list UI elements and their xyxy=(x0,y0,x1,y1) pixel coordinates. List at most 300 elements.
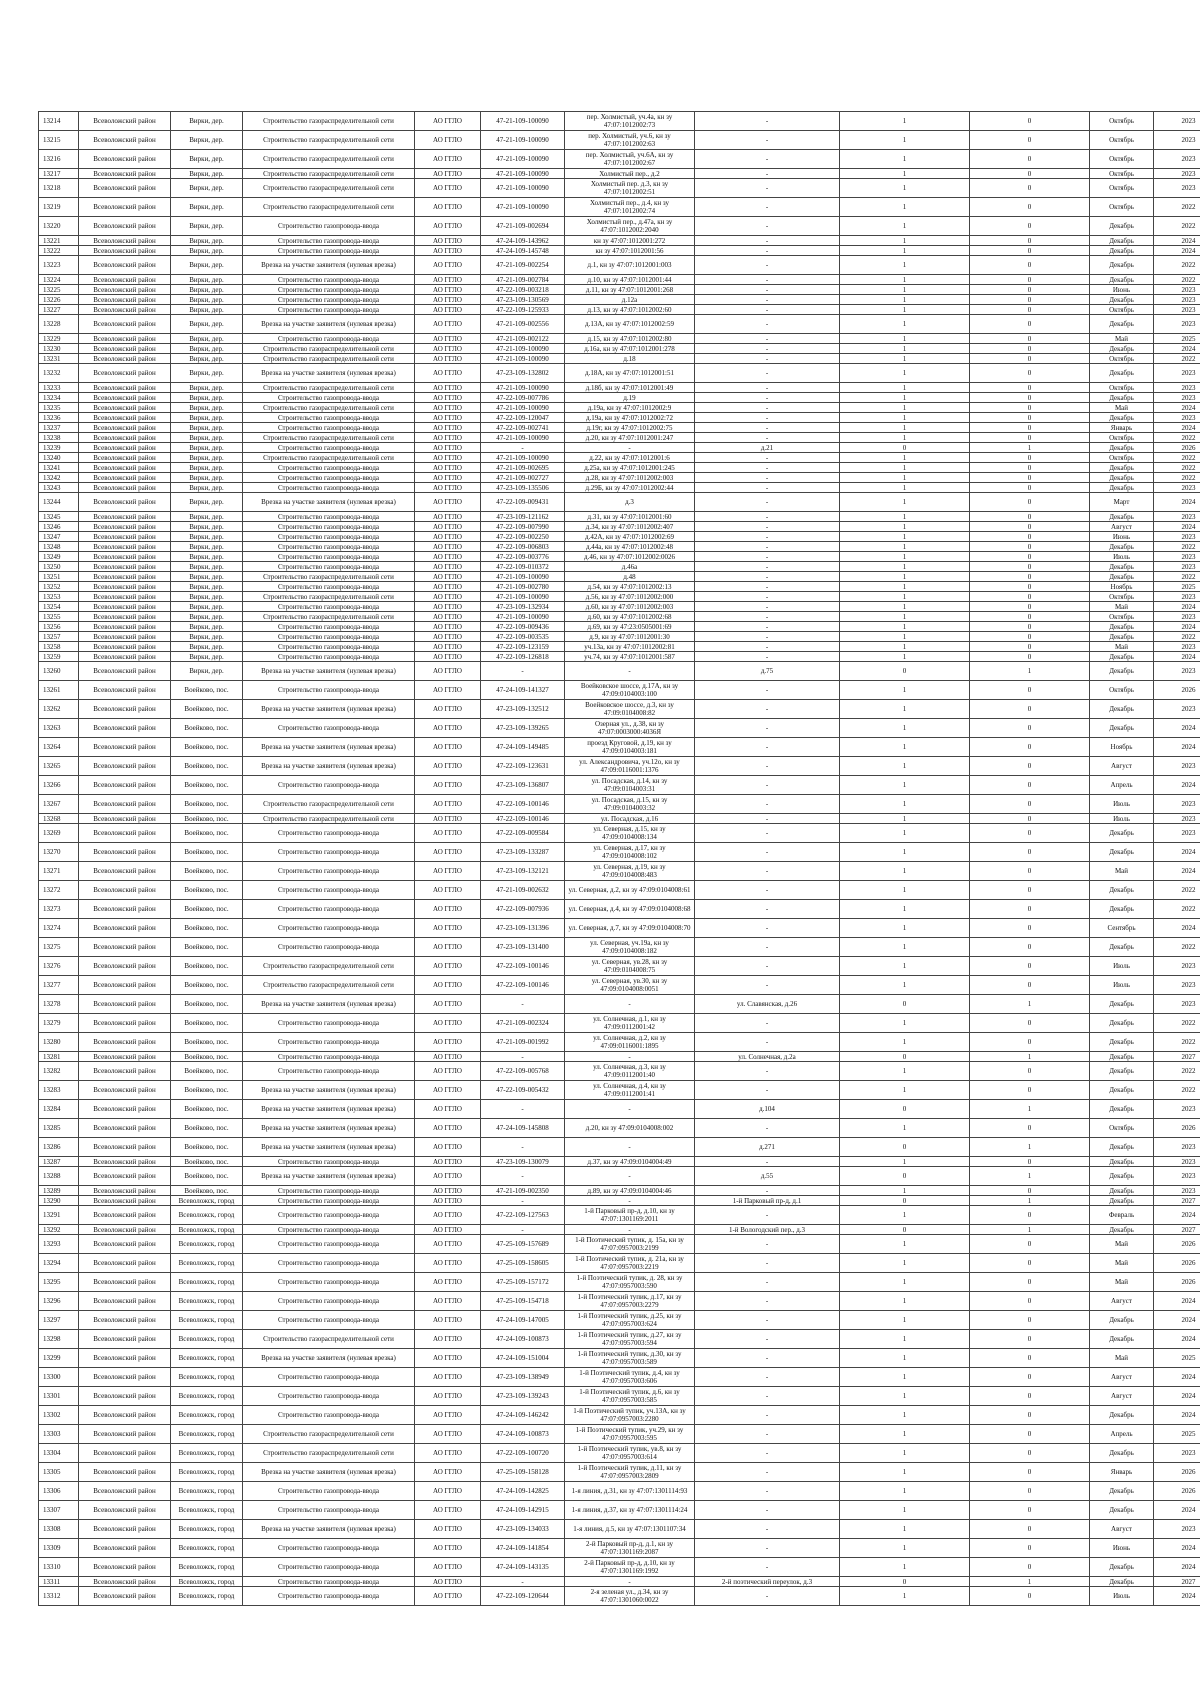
month-cell: Декабрь xyxy=(1090,1081,1154,1100)
district-cell: Всеволожский район xyxy=(79,995,171,1014)
row-number-cell: 13259 xyxy=(39,652,79,662)
table-row xyxy=(39,285,1200,295)
permit-number-cell: - xyxy=(481,1225,565,1235)
work-type-cell: Строительство газопровода-ввода xyxy=(243,1482,415,1501)
permit-number-cell: - xyxy=(481,443,565,453)
row-number-cell: 13243 xyxy=(39,483,79,493)
district-cell: Всеволожский район xyxy=(79,1558,171,1577)
settlement-cell: Воейково, пос. xyxy=(171,1100,243,1119)
count-planned-cell: 0 xyxy=(970,131,1090,150)
row-number-cell: 13222 xyxy=(39,246,79,256)
permit-number-cell: 47-21-109-002695 xyxy=(481,463,565,473)
count-done-cell: 1 xyxy=(840,131,970,150)
count-done-cell: 1 xyxy=(840,1501,970,1520)
count-done-cell: 1 xyxy=(840,1520,970,1539)
count-planned-cell: 0 xyxy=(970,572,1090,582)
settlement-cell: Воейково, пос. xyxy=(171,738,243,757)
organization-cell: АО ГГЛО xyxy=(415,169,481,179)
count-done-cell: 1 xyxy=(840,757,970,776)
month-cell: Декабрь xyxy=(1090,483,1154,493)
work-type-cell: Врезка на участке заявителя (нулевая врезка) xyxy=(243,738,415,757)
planned-address-cell: - xyxy=(695,423,840,433)
organization-cell: АО ГГЛО xyxy=(415,738,481,757)
address-cell: ул. Северная, д.15, кн зу 47:09:0104008:134 xyxy=(565,824,695,843)
settlement-cell: Воейково, пос. xyxy=(171,862,243,881)
row-number-cell: 13269 xyxy=(39,824,79,843)
row-number-cell: 13306 xyxy=(39,1482,79,1501)
permit-number-cell: 47-24-109-151004 xyxy=(481,1349,565,1368)
settlement-cell: Вирки, дер. xyxy=(171,612,243,622)
permit-number-cell: 47-21-109-100090 xyxy=(481,131,565,150)
district-cell: Всеволожский район xyxy=(79,919,171,938)
settlement-cell: Вирки, дер. xyxy=(171,512,243,522)
count-done-cell: 1 xyxy=(840,463,970,473)
table-body xyxy=(39,112,1200,1606)
planned-address-cell: - xyxy=(695,1349,840,1368)
work-type-cell: Строительство газораспределительной сети xyxy=(243,795,415,814)
address-cell: д.46а xyxy=(565,562,695,572)
district-cell: Всеволожский район xyxy=(79,1425,171,1444)
organization-cell: АО ГГЛО xyxy=(415,1482,481,1501)
work-type-cell: Строительство газопровода-ввода xyxy=(243,681,415,700)
table-row xyxy=(39,757,1200,776)
address-cell: проезд Круговой, д.19, кн зу 47:09:0104003:181 xyxy=(565,738,695,757)
organization-cell: АО ГГЛО xyxy=(415,881,481,900)
settlement-cell: Всеволожск, город xyxy=(171,1349,243,1368)
address-cell: д.34, кн зу 47:07:1012002:407 xyxy=(565,522,695,532)
organization-cell: АО ГГЛО xyxy=(415,473,481,483)
planned-address-cell: - xyxy=(695,453,840,463)
permit-number-cell: 47-23-109-139243 xyxy=(481,1387,565,1406)
count-planned-cell: 0 xyxy=(970,652,1090,662)
district-cell: Всеволожский район xyxy=(79,179,171,198)
year-cell: 2025 xyxy=(1154,1349,1200,1368)
district-cell: Всеволожский район xyxy=(79,719,171,738)
planned-address-cell: - xyxy=(695,1273,840,1292)
month-cell: Декабрь xyxy=(1090,1014,1154,1033)
row-number-cell: 13288 xyxy=(39,1167,79,1186)
work-type-cell: Строительство газопровода-ввода xyxy=(243,542,415,552)
work-type-cell: Строительство газопровода-ввода xyxy=(243,1254,415,1273)
count-planned-cell: 1 xyxy=(970,662,1090,681)
address-cell: ул. Северная, уч.19а, кн зу 47:09:0104008:182 xyxy=(565,938,695,957)
work-type-cell: Строительство газопровода-ввода xyxy=(243,582,415,592)
row-number-cell: 13230 xyxy=(39,344,79,354)
settlement-cell: Вирки, дер. xyxy=(171,572,243,582)
year-cell: 2024 xyxy=(1154,1330,1200,1349)
year-cell: 2026 xyxy=(1154,1119,1200,1138)
table-row xyxy=(39,315,1200,334)
district-cell: Всеволожский район xyxy=(79,169,171,179)
settlement-cell: Всеволожск, город xyxy=(171,1539,243,1558)
month-cell: Декабрь xyxy=(1090,843,1154,862)
district-cell: Всеволожский район xyxy=(79,453,171,463)
settlement-cell: Воейково, пос. xyxy=(171,995,243,1014)
work-type-cell: Строительство газораспределительной сети xyxy=(243,354,415,364)
planned-address-cell: - xyxy=(695,275,840,285)
organization-cell: АО ГГЛО xyxy=(415,483,481,493)
address-cell: д.10, кн зу 47:07:1012001:44 xyxy=(565,275,695,285)
count-done-cell: 1 xyxy=(840,364,970,383)
table-row xyxy=(39,1311,1200,1330)
count-done-cell: 1 xyxy=(840,1406,970,1425)
organization-cell: АО ГГЛО xyxy=(415,1292,481,1311)
organization-cell: АО ГГЛО xyxy=(415,1501,481,1520)
month-cell: Июль xyxy=(1090,976,1154,995)
row-number-cell: 13277 xyxy=(39,976,79,995)
settlement-cell: Вирки, дер. xyxy=(171,217,243,236)
count-done-cell: 1 xyxy=(840,1235,970,1254)
month-cell: Декабрь xyxy=(1090,1062,1154,1081)
row-number-cell: 13303 xyxy=(39,1425,79,1444)
year-cell: 2024 xyxy=(1154,1311,1200,1330)
organization-cell: АО ГГЛО xyxy=(415,1081,481,1100)
year-cell: 2023 xyxy=(1154,1100,1200,1119)
count-planned-cell: 0 xyxy=(970,423,1090,433)
settlement-cell: Воейково, пос. xyxy=(171,1138,243,1157)
permit-number-cell: 47-22-109-007990 xyxy=(481,522,565,532)
district-cell: Всеволожский район xyxy=(79,1368,171,1387)
count-done-cell: 1 xyxy=(840,1206,970,1225)
work-type-cell: Строительство газораспределительной сети xyxy=(243,453,415,463)
count-done-cell: 1 xyxy=(840,413,970,423)
permit-number-cell: 47-22-109-003218 xyxy=(481,285,565,295)
permit-number-cell: 47-21-109-002350 xyxy=(481,1186,565,1196)
settlement-cell: Вирки, дер. xyxy=(171,522,243,532)
district-cell: Всеволожский район xyxy=(79,612,171,622)
district-cell: Всеволожский район xyxy=(79,652,171,662)
month-cell: Декабрь xyxy=(1090,1558,1154,1577)
planned-address-cell: - xyxy=(695,719,840,738)
address-cell: д.19г, кн зу 47:07:1012002:75 xyxy=(565,423,695,433)
row-number-cell: 13279 xyxy=(39,1014,79,1033)
organization-cell: АО ГГЛО xyxy=(415,1539,481,1558)
table-row xyxy=(39,179,1200,198)
month-cell: Декабрь xyxy=(1090,344,1154,354)
permit-number-cell: 47-23-109-139265 xyxy=(481,719,565,738)
organization-cell: АО ГГЛО xyxy=(415,532,481,542)
count-done-cell: 1 xyxy=(840,1368,970,1387)
row-number-cell: 13228 xyxy=(39,315,79,334)
planned-address-cell: - xyxy=(695,814,840,824)
address-cell: 1-я линия, д.31, кн зу 47:07:1301114:93 xyxy=(565,1482,695,1501)
settlement-cell: Вирки, дер. xyxy=(171,453,243,463)
year-cell: 2024 xyxy=(1154,652,1200,662)
year-cell: 2022 xyxy=(1154,198,1200,217)
table-row xyxy=(39,824,1200,843)
table-row xyxy=(39,1254,1200,1273)
count-done-cell: 1 xyxy=(840,522,970,532)
settlement-cell: Вирки, дер. xyxy=(171,246,243,256)
month-cell: Декабрь xyxy=(1090,413,1154,423)
count-done-cell: 1 xyxy=(840,1119,970,1138)
count-planned-cell: 0 xyxy=(970,1368,1090,1387)
permit-number-cell: 47-22-109-007786 xyxy=(481,393,565,403)
count-planned-cell: 0 xyxy=(970,582,1090,592)
permit-number-cell: 47-23-109-130079 xyxy=(481,1157,565,1167)
settlement-cell: Всеволожск, город xyxy=(171,1558,243,1577)
month-cell: Сентябрь xyxy=(1090,919,1154,938)
settlement-cell: Всеволожск, город xyxy=(171,1587,243,1606)
planned-address-cell: - xyxy=(695,795,840,814)
count-done-cell: 1 xyxy=(840,542,970,552)
month-cell: Декабрь xyxy=(1090,1501,1154,1520)
permit-number-cell: 47-22-109-100146 xyxy=(481,976,565,995)
table-row xyxy=(39,344,1200,354)
planned-address-cell: - xyxy=(695,900,840,919)
permit-number-cell: 47-24-109-145808 xyxy=(481,1119,565,1138)
count-done-cell: 1 xyxy=(840,1330,970,1349)
permit-number-cell: 47-21-109-002556 xyxy=(481,315,565,334)
planned-address-cell: - xyxy=(695,1157,840,1167)
planned-address-cell: - xyxy=(695,562,840,572)
work-type-cell: Врезка на участке заявителя (нулевая врезка) xyxy=(243,493,415,512)
count-done-cell: 0 xyxy=(840,1100,970,1119)
count-done-cell: 1 xyxy=(840,1387,970,1406)
permit-number-cell: 47-22-109-123159 xyxy=(481,642,565,652)
organization-cell: АО ГГЛО xyxy=(415,957,481,976)
count-planned-cell: 0 xyxy=(970,1539,1090,1558)
organization-cell: АО ГГЛО xyxy=(415,295,481,305)
permit-number-cell: 47-25-109-157689 xyxy=(481,1235,565,1254)
table-row xyxy=(39,1225,1200,1235)
settlement-cell: Всеволожск, город xyxy=(171,1196,243,1206)
work-type-cell: Строительство газопровода-ввода xyxy=(243,900,415,919)
address-cell: д.20, кн зу 47:09:0104008:002 xyxy=(565,1119,695,1138)
row-number-cell: 13220 xyxy=(39,217,79,236)
settlement-cell: Вирки, дер. xyxy=(171,582,243,592)
year-cell: 2023 xyxy=(1154,1157,1200,1167)
year-cell: 2022 xyxy=(1154,632,1200,642)
organization-cell: АО ГГЛО xyxy=(415,198,481,217)
count-done-cell: 1 xyxy=(840,1349,970,1368)
count-planned-cell: 0 xyxy=(970,1292,1090,1311)
row-number-cell: 13302 xyxy=(39,1406,79,1425)
work-type-cell: Врезка на участке заявителя (нулевая врезка) xyxy=(243,662,415,681)
district-cell: Всеволожский район xyxy=(79,1254,171,1273)
year-cell: 2024 xyxy=(1154,1501,1200,1520)
planned-address-cell: д.21 xyxy=(695,443,840,453)
table-row xyxy=(39,169,1200,179)
permit-number-cell: 47-21-109-100090 xyxy=(481,169,565,179)
table-row xyxy=(39,1330,1200,1349)
month-cell: Декабрь xyxy=(1090,275,1154,285)
permit-number-cell: 47-22-109-005432 xyxy=(481,1081,565,1100)
planned-address-cell: - xyxy=(695,1081,840,1100)
settlement-cell: Воейково, пос. xyxy=(171,719,243,738)
work-type-cell: Строительство газопровода-ввода xyxy=(243,413,415,423)
permit-number-cell: 47-21-109-100090 xyxy=(481,150,565,169)
table-row xyxy=(39,976,1200,995)
row-number-cell: 13250 xyxy=(39,562,79,572)
work-type-cell: Строительство газопровода-ввода xyxy=(243,1225,415,1235)
planned-address-cell: - xyxy=(695,1292,840,1311)
settlement-cell: Вирки, дер. xyxy=(171,622,243,632)
count-planned-cell: 0 xyxy=(970,393,1090,403)
address-cell: пер. Холмистый, уч.6А, кн зу 47:07:1012002:67 xyxy=(565,150,695,169)
permit-number-cell: 47-24-109-143962 xyxy=(481,236,565,246)
row-number-cell: 13258 xyxy=(39,642,79,652)
row-number-cell: 13276 xyxy=(39,957,79,976)
month-cell: Декабрь xyxy=(1090,1577,1154,1587)
month-cell: Октябрь xyxy=(1090,1119,1154,1138)
count-done-cell: 1 xyxy=(840,354,970,364)
address-cell: пер. Холмистый, уч.4а, кн зу 47:07:1012002:73 xyxy=(565,112,695,131)
organization-cell: АО ГГЛО xyxy=(415,719,481,738)
row-number-cell: 13285 xyxy=(39,1119,79,1138)
row-number-cell: 13275 xyxy=(39,938,79,957)
address-cell: д.37, кн зу 47:09:0104004:49 xyxy=(565,1157,695,1167)
district-cell: Всеволожский район xyxy=(79,1577,171,1587)
district-cell: Всеволожский район xyxy=(79,413,171,423)
organization-cell: АО ГГЛО xyxy=(415,364,481,383)
month-cell: Декабрь xyxy=(1090,652,1154,662)
month-cell: Декабрь xyxy=(1090,938,1154,957)
row-number-cell: 13234 xyxy=(39,393,79,403)
table-row xyxy=(39,1501,1200,1520)
organization-cell: АО ГГЛО xyxy=(415,572,481,582)
table-row xyxy=(39,776,1200,795)
planned-address-cell: ул. Славянская, д.26 xyxy=(695,995,840,1014)
district-cell: Всеволожский район xyxy=(79,315,171,334)
district-cell: Всеволожский район xyxy=(79,700,171,719)
count-planned-cell: 0 xyxy=(970,112,1090,131)
row-number-cell: 13307 xyxy=(39,1501,79,1520)
organization-cell: АО ГГЛО xyxy=(415,522,481,532)
work-type-cell: Строительство газопровода-ввода xyxy=(243,217,415,236)
planned-address-cell: - xyxy=(695,295,840,305)
year-cell: 2024 xyxy=(1154,1387,1200,1406)
district-cell: Всеволожский район xyxy=(79,795,171,814)
address-cell: д.22, кн зу 47:07:1012001:6 xyxy=(565,453,695,463)
permit-number-cell: 47-22-109-125933 xyxy=(481,305,565,315)
table-row xyxy=(39,1349,1200,1368)
address-cell: д.13А, кн зу 47:07:1012002:59 xyxy=(565,315,695,334)
work-type-cell: Строительство газопровода-ввода xyxy=(243,938,415,957)
permit-number-cell: 47-24-109-100873 xyxy=(481,1425,565,1444)
planned-address-cell: - xyxy=(695,1406,840,1425)
address-cell: ул. Посадская, д.14, кн зу 47:09:0104003:31 xyxy=(565,776,695,795)
address-cell: - xyxy=(565,1052,695,1062)
organization-cell: АО ГГЛО xyxy=(415,275,481,285)
month-cell: Октябрь xyxy=(1090,354,1154,364)
permit-number-cell: - xyxy=(481,995,565,1014)
table-row xyxy=(39,236,1200,246)
district-cell: Всеволожский район xyxy=(79,824,171,843)
work-type-cell: Строительство газопровода-ввода xyxy=(243,776,415,795)
year-cell: 2022 xyxy=(1154,1014,1200,1033)
organization-cell: АО ГГЛО xyxy=(415,334,481,344)
planned-address-cell: - xyxy=(695,1387,840,1406)
settlement-cell: Вирки, дер. xyxy=(171,236,243,246)
permit-number-cell: 47-22-109-003535 xyxy=(481,632,565,642)
work-type-cell: Строительство газопровода-ввода xyxy=(243,1406,415,1425)
count-planned-cell: 0 xyxy=(970,403,1090,413)
row-number-cell: 13255 xyxy=(39,612,79,622)
table-row xyxy=(39,681,1200,700)
address-cell: 1-й Поэтический тупик, ув.8, кн зу 47:07:0957003:614 xyxy=(565,1444,695,1463)
year-cell: 2025 xyxy=(1154,334,1200,344)
count-planned-cell: 0 xyxy=(970,1206,1090,1225)
planned-address-cell: - xyxy=(695,642,840,652)
permit-number-cell: 47-21-109-100090 xyxy=(481,354,565,364)
month-cell: Декабрь xyxy=(1090,1196,1154,1206)
permit-number-cell: 47-25-109-154718 xyxy=(481,1292,565,1311)
district-cell: Всеволожский район xyxy=(79,150,171,169)
planned-address-cell: - xyxy=(695,413,840,423)
address-cell: ул. Солнечная, д.4, кн зу 47:09:0112001:41 xyxy=(565,1081,695,1100)
year-cell: 2023 xyxy=(1154,512,1200,522)
address-cell: ул. Северная, д.19, кн зу 47:09:0104008:483 xyxy=(565,862,695,881)
district-cell: Всеволожский район xyxy=(79,344,171,354)
permit-number-cell: 47-25-109-158128 xyxy=(481,1463,565,1482)
planned-address-cell: - xyxy=(695,1254,840,1273)
work-type-cell: Строительство газопровода-ввода xyxy=(243,642,415,652)
planned-address-cell: - xyxy=(695,652,840,662)
work-type-cell: Строительство газопровода-ввода xyxy=(243,1186,415,1196)
month-cell: Декабрь xyxy=(1090,900,1154,919)
month-cell: Июль xyxy=(1090,552,1154,562)
address-cell: д.15, кн зу 47:07:1012002:80 xyxy=(565,334,695,344)
settlement-cell: Всеволожск, город xyxy=(171,1254,243,1273)
settlement-cell: Воейково, пос. xyxy=(171,900,243,919)
district-cell: Всеволожский район xyxy=(79,1138,171,1157)
month-cell: Декабрь xyxy=(1090,1186,1154,1196)
month-cell: Декабрь xyxy=(1090,256,1154,275)
year-cell: 2023 xyxy=(1154,957,1200,976)
planned-address-cell: - xyxy=(695,1311,840,1330)
work-type-cell: Строительство газопровода-ввода xyxy=(243,719,415,738)
count-done-cell: 1 xyxy=(840,1014,970,1033)
month-cell: Октябрь xyxy=(1090,592,1154,602)
row-number-cell: 13249 xyxy=(39,552,79,562)
district-cell: Всеволожский район xyxy=(79,393,171,403)
month-cell: Май xyxy=(1090,602,1154,612)
month-cell: Июнь xyxy=(1090,285,1154,295)
work-type-cell: Строительство газораспределительной сети xyxy=(243,592,415,602)
count-done-cell: 1 xyxy=(840,423,970,433)
row-number-cell: 13241 xyxy=(39,463,79,473)
count-planned-cell: 0 xyxy=(970,1273,1090,1292)
count-planned-cell: 0 xyxy=(970,1081,1090,1100)
table-row xyxy=(39,493,1200,512)
month-cell: Февраль xyxy=(1090,1206,1154,1225)
district-cell: Всеволожский район xyxy=(79,285,171,295)
address-cell: д.9, кн зу 47:07:1012001:30 xyxy=(565,632,695,642)
work-type-cell: Строительство газопровода-ввода xyxy=(243,463,415,473)
address-cell: д.28, кн зу 47:07:1012002:003 xyxy=(565,473,695,483)
year-cell: 2023 xyxy=(1154,131,1200,150)
planned-address-cell: - xyxy=(695,433,840,443)
year-cell: 2027 xyxy=(1154,1052,1200,1062)
year-cell: 2023 xyxy=(1154,413,1200,423)
year-cell: 2024 xyxy=(1154,738,1200,757)
district-cell: Всеволожский район xyxy=(79,512,171,522)
count-planned-cell: 0 xyxy=(970,700,1090,719)
address-cell: д.44а, кн зу 47:07:1012002:48 xyxy=(565,542,695,552)
planned-address-cell: - xyxy=(695,217,840,236)
planned-address-cell: - xyxy=(695,131,840,150)
month-cell: Октябрь xyxy=(1090,433,1154,443)
planned-address-cell: - xyxy=(695,776,840,795)
settlement-cell: Всеволожск, город xyxy=(171,1206,243,1225)
settlement-cell: Вирки, дер. xyxy=(171,483,243,493)
table-row xyxy=(39,354,1200,364)
planned-address-cell: - xyxy=(695,256,840,275)
settlement-cell: Вирки, дер. xyxy=(171,295,243,305)
organization-cell: АО ГГЛО xyxy=(415,131,481,150)
settlement-cell: Вирки, дер. xyxy=(171,403,243,413)
